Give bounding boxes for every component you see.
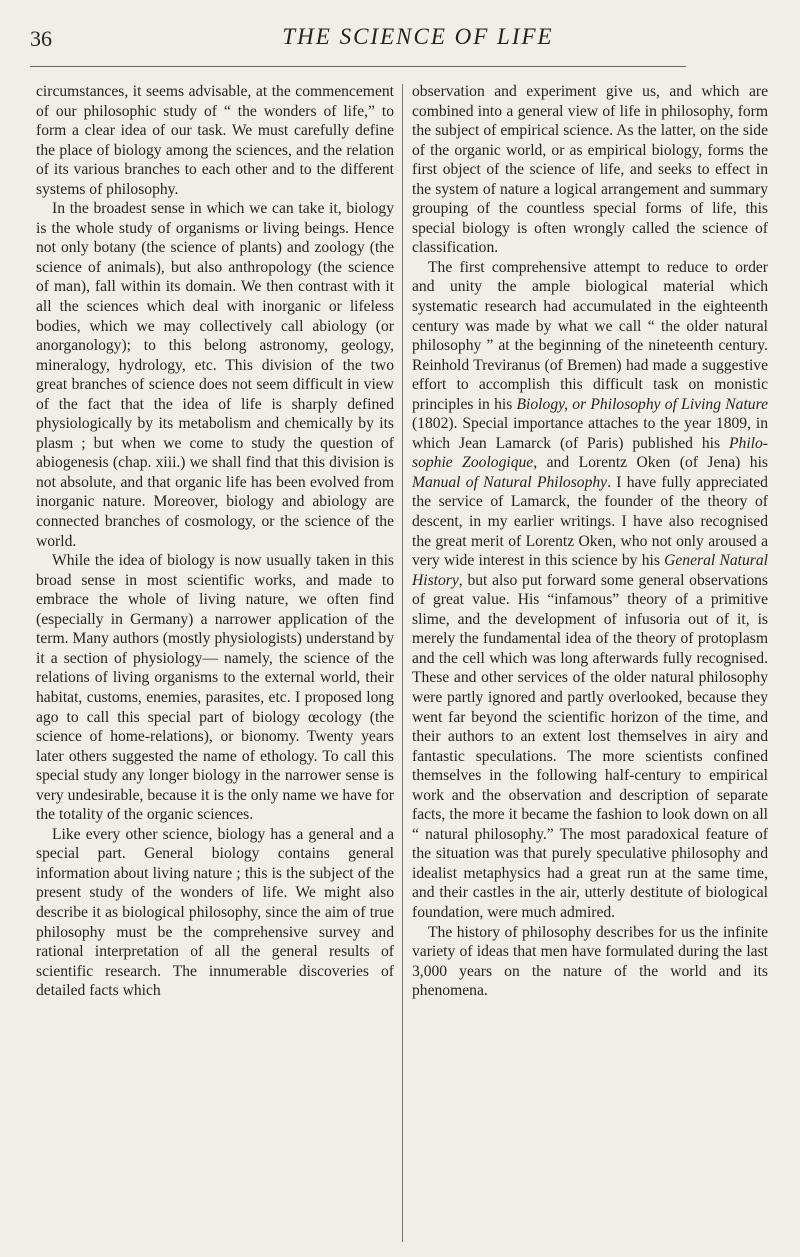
paragraph-general-special: Like every other science, biology has a general and a special part. General biology contains general information about living nature ; this is the subject of the present study of the wonders of life. We might also describe it as biological philosophy, since the aim of true philosophy must be the comprehensive survey and rational interpretation of all the general results of scientific research. The innumerable discoveries of detailed facts which [36,825,394,1000]
text-run: , but also put forward some general observations of great value. His “infamous” theory of a primitive slime, and the development of infusoria out of it, is merely the fundamental idea of the theory of protoplasm and the cell which was long afterwards fully recognised. These and other services of the older natural philosophy were partly ignored and partly overlooked, because they went far beyond the scientific horizon of the time, and their authors to an extent lost themselves in airy and fantastic speculations. The more scientists confined themselves in the following half-century to empirical work and the observation and description of separate facts, the more it became the fashion to look down on all “ natural philosophy.” The most paradoxical feature of the situation was that purely speculative philosophy and idealist metaphysics had a great run at the same time, and their castles in the air, utterly destitute of biological foundation, were much admired. [412,571,768,921]
running-title: THE SCIENCE OF LIFE [282,24,554,49]
column-divider [402,84,403,1242]
page-number: 36 [30,26,52,51]
book-title-lamarck: Philosophie Zoologique [412,434,768,472]
book-title-oken-manual: Manual of Natural Philosophy [412,473,608,491]
paragraph-narrower-sense: While the idea of biology is now usually taken in this broad sense in most scientific works, and made to embrace the whole of living nature, we often find (especially in Germany) a narrower application of the term. Many authors (mostly physiologists) understand by it a section of physiology— namely, the science of the relations of living organisms to the external world, their habitat, customs, enemies, parasites, etc. I proposed long ago to call this special part of biology œcology (the science of home-relations), or bionomy. Twenty years later others suggested the name of ethology. To call this special study any longer biology in the narrower sense is very undesirable, because it is the only name we have for the totality of the organic sciences. [36,552,394,824]
paragraph-history-of-philosophy: The history of philosophy describes for us the infinite variety of ideas that men have formulated during the last 3,000 years on the nature of the world and its phenomena. [412,923,768,1000]
text-run: , and Lorentz Oken (of Jena) his [533,454,768,472]
left-column [36,82,394,1001]
paragraph-empirical-science: observation and experiment give us, and which are combined into a general view of life in philosophy, form the subject of empirical science. As the latter, on the side of the organic world, or as empirical biology, forms the first object of the science of life, and seeks to effect in the system of nature a logical arrangement and summary grouping of the countless special forms of life, this special biology is often wrongly called the science of classification. [412,83,768,257]
paragraph-biology-definition: In the broadest sense in which we can take it, biology is the whole study of organisms or living beings. Hence not only botany (the science of plants) and zoology (the science of animals), but also anthropology (the science of man), fall within its domain. We then contrast with it all the sciences which deal with inorganic or lifeless bodies, which we may collectively call abiology (or anorganology); to this belong astronomy, geology, mineralogy, hydrology, etc. This division of the two great branches of science does not seem difficult in view of the fact that the idea of life is sharply defined physiologically by its metabolism and chemically by its plasm ; but when we come to study the question of abiogenesis (chap. xiii.) we shall find that this division is not absolute, and that organic life has been evolved from inorganic nature. Moreover, biology and abiology are connected branches of cosmology, or the science of the world. [36,200,394,550]
running-head [30,22,770,56]
book-title-treviranus: Biology, or Philosophy of Living Nature [516,395,769,413]
paragraph-natural-philosophy [412,258,768,923]
right-column [412,82,768,1001]
header-rule [30,66,686,67]
text-run: (1802). Special importance attaches to the year 1809, in which Jean Lamarck (of Paris) published his [412,415,768,452]
book-title-oken-history: General Natural History [412,552,768,589]
text-run: . I have fully appreciated the service of Lamarck, the founder of the theory of descent, in my earlier writings. I have also recognised the great merit of Lorentz Oken, who not only aroused a very wide interest in this science by his [412,473,768,570]
text-run: The first comprehensive attempt to reduce to order and unity the ample biological material which systematic research had accumulated in the eighteenth century was made by what we call “ the older natural philosophy ” at the beginning of the nineteenth century. Reinhold Treviranus (of Bremen) had made a suggestive effort to accomplish this difficult task on monistic principles in his [412,258,768,413]
paragraph-continued: circumstances, it seems advisable, at the commencement of our philosophic study of “ the wonders of life,” to form a clear idea of our task. We must carefully define the place of biology among the sciences, and the relation of its various branches to each other and to the different systems of philosophy. [36,83,394,198]
